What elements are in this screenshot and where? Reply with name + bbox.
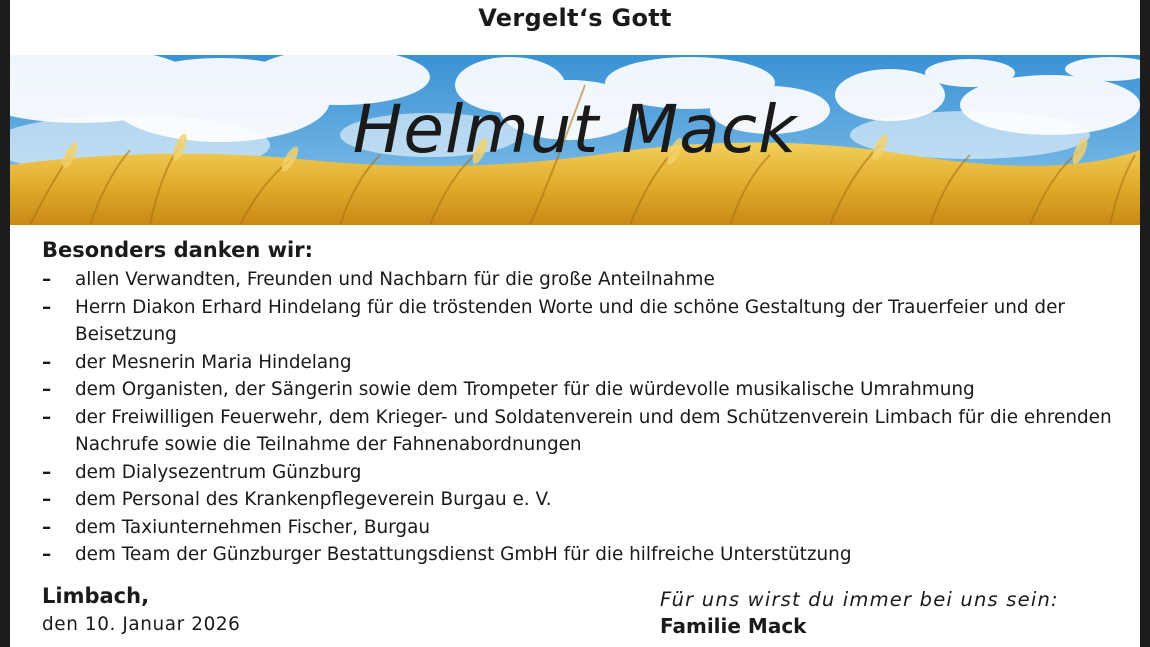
dash-icon: –: [42, 489, 52, 510]
list-item-text: der Freiwilligen Feuerwehr, dem Krieger- und Soldatenverein und dem Schützenverein Limbach für die ehrenden Nachrufe sowie die Teilnahme der Fahnenabordnungen: [75, 406, 1112, 455]
dash-icon: –: [42, 544, 52, 565]
list-item: [42, 459, 1122, 487]
list-item: [42, 349, 1122, 377]
deceased-name: Helmut Mack: [352, 91, 798, 168]
dash-icon: –: [42, 406, 52, 428]
dash-icon: –: [42, 296, 52, 318]
dash-icon: –: [42, 351, 52, 373]
list-item: [42, 541, 1122, 569]
dash-icon: –: [42, 379, 52, 400]
list-item-text: Herrn Diakon Erhard Hindelang für die tröstenden Worte und die schöne Gestaltung der Trauerfeier und der Beisetzung: [75, 296, 1065, 345]
list-item: [42, 486, 1122, 514]
wheat-field-banner: [10, 55, 1140, 225]
family-signature: Familie Mack: [660, 614, 807, 638]
list-item-text: dem Team der Günzburger Bestattungsdienst GmbH für die hilfreiche Unterstützung: [75, 544, 852, 565]
dash-icon: –: [42, 516, 52, 538]
list-item-text: dem Organisten, der Sängerin sowie dem Trompeter für die würdevolle musikalische Umrahmung: [75, 379, 975, 400]
list-item: [42, 514, 1122, 542]
obituary-card: [10, 0, 1140, 647]
dash-icon: –: [42, 269, 52, 290]
list-item: [42, 376, 1122, 404]
list-item: [42, 266, 1122, 294]
header-title: Vergelt‘s Gott: [478, 4, 672, 32]
closing-line: Für uns wirst du immer bei uns sein:: [660, 588, 1059, 611]
list-item-text: dem Taxiunternehmen Fischer, Burgau: [75, 516, 431, 538]
list-item-text: dem Personal des Krankenpflegeverein Burgau e. V.: [75, 489, 552, 510]
list-item-text: dem Dialysezentrum Günzburg: [75, 461, 362, 483]
list-item-text: allen Verwandten, Freunden und Nachbarn für die große Anteilnahme: [75, 269, 715, 290]
place: Limbach,: [42, 584, 150, 608]
list-item-text: der Mesnerin Maria Hindelang: [75, 351, 352, 373]
date: den 10. Januar 2026: [42, 614, 241, 635]
thanks-heading: Besonders danken wir:: [42, 238, 313, 262]
list-item: [42, 404, 1122, 459]
dash-icon: –: [42, 461, 52, 483]
list-item: [42, 294, 1122, 349]
thanks-list: [42, 266, 1122, 569]
